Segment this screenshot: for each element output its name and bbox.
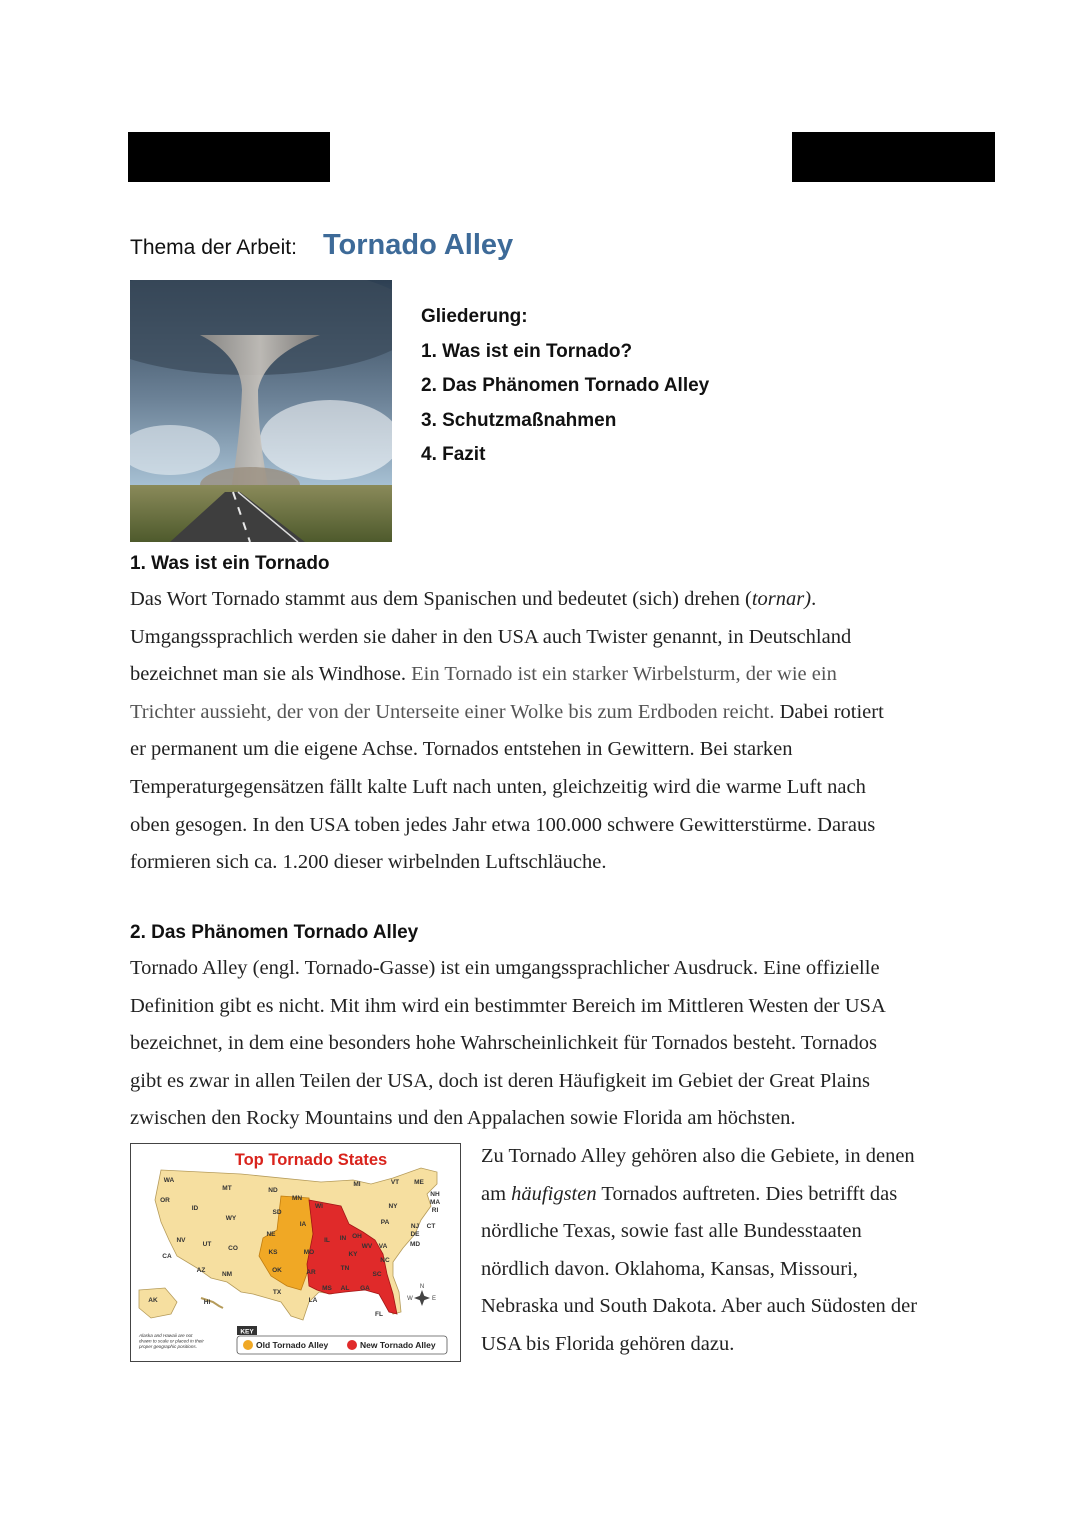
state-label-ct: CT — [426, 1223, 436, 1230]
text-line: Umgangssprachlich werden sie daher in den USA auch Twister genannt, in Deutschland — [130, 625, 852, 648]
compass-rose — [407, 1284, 436, 1306]
state-label-va: VA — [378, 1243, 388, 1250]
text-line: Trichter aussieht, der von der Unterseite einer Wolke bis zum Erdboden reicht. Dabei rotiert — [130, 700, 884, 723]
text-line: bezeichnet man sie als Windhose. Ein Tornado ist ein starker Wirbelsturm, der wie ein — [130, 663, 837, 686]
map-side-text — [481, 1138, 961, 1364]
outline-item: 2. Das Phänomen Tornado Alley — [421, 375, 710, 396]
state-label-vt: VT — [390, 1179, 400, 1186]
state-label-wv: WV — [361, 1243, 373, 1250]
state-label-id: ID — [191, 1205, 199, 1212]
text-line: nördliche Texas, sowie fast alle Bundesstaaten — [481, 1220, 862, 1243]
text-line: nördlich davon. Oklahoma, Kansas, Missouri, — [481, 1257, 858, 1280]
state-label-co: CO — [228, 1245, 238, 1252]
map-title: Top Tornado States — [234, 1151, 388, 1169]
section-1-body — [130, 581, 960, 882]
state-label-nd: ND — [268, 1187, 278, 1194]
outline — [421, 300, 709, 473]
state-label-fl: FL — [375, 1311, 383, 1318]
redacted-block-right — [792, 132, 995, 182]
compass-label: E — [431, 1296, 437, 1302]
outline-title: Gliederung: — [421, 306, 528, 327]
state-label-al: AL — [340, 1285, 350, 1292]
state-label-mo: MO — [303, 1249, 315, 1256]
state-label-ky: KY — [348, 1251, 358, 1258]
state-label-ca: CA — [162, 1253, 172, 1260]
state-label-ok: OK — [272, 1267, 282, 1274]
state-label-ga: GA — [360, 1285, 370, 1292]
state-label-nm: NM — [221, 1271, 233, 1278]
outline-item: 4. Fazit — [421, 444, 486, 465]
key-label: KEY — [240, 1328, 254, 1336]
state-label-in: IN — [339, 1235, 347, 1242]
state-label-tx: TX — [272, 1289, 282, 1296]
state-label-la: LA — [308, 1297, 318, 1304]
text-line: gibt es zwar in allen Teilen der USA, doch ist deren Häufigkeit im Gebiet der Great Plains — [130, 1069, 870, 1092]
alaska-shape — [139, 1288, 177, 1318]
topic-label: Thema der Arbeit: — [130, 236, 297, 259]
state-label-sc: SC — [372, 1271, 382, 1278]
state-label-nj: NJ — [410, 1223, 420, 1230]
state-label-ar: AR — [306, 1269, 316, 1276]
legend-old-swatch — [243, 1340, 253, 1350]
legend-new-label: New Tornado Alley — [360, 1340, 436, 1350]
compass-label: N — [419, 1284, 425, 1290]
text-line: Nebraska und South Dakota. Aber auch Südosten der — [481, 1295, 918, 1318]
state-label-mn: MN — [291, 1195, 303, 1202]
state-label-wi: WI — [315, 1203, 323, 1210]
text-line: Tornado Alley (engl. Tornado-Gasse) ist ein umgangssprachlicher Ausdruck. Eine offizielle — [130, 957, 880, 979]
state-label-ny: NY — [388, 1203, 398, 1210]
text-line: Temperaturgegensätzen fällt kalte Luft nach unten, gleichzeitig wird die warme Luft nach — [130, 775, 866, 798]
state-label-ks: KS — [268, 1249, 278, 1256]
state-label-pa: PA — [380, 1219, 390, 1226]
state-label-md: MD — [409, 1241, 421, 1248]
compass-label: W — [407, 1296, 413, 1302]
state-label-ut: UT — [202, 1241, 212, 1248]
text-line: am häufigsten Tornados auftreten. Dies betrifft das — [481, 1182, 898, 1205]
state-label-il: IL — [324, 1237, 330, 1244]
text-line: oben gesogen. In den USA toben jedes Jahr etwa 100.000 schwere Gewitterstürme. Daraus — [130, 813, 876, 836]
state-label-me: ME — [414, 1179, 424, 1186]
state-label-mi: MI — [353, 1181, 361, 1188]
state-label-hi: HI — [203, 1299, 211, 1306]
state-label-nc: NC — [380, 1257, 390, 1264]
outline-item: 3. Schutzmaßnahmen — [421, 409, 617, 431]
legend-new-swatch — [347, 1340, 357, 1350]
text-line: er permanent um die eigene Achse. Tornados entstehen in Gewittern. Bei starken — [130, 738, 793, 761]
map-note: Alaska and Hawaii are not drawn to scale or placed in their proper geographic positions. — [139, 1333, 204, 1349]
state-label-wa: WA — [163, 1177, 175, 1184]
state-label-ms: MS — [322, 1285, 332, 1292]
state-label-ia: IA — [299, 1221, 307, 1228]
tornado-photo — [130, 280, 392, 542]
legend-old-label: Old Tornado Alley — [256, 1340, 329, 1350]
section-2-body — [130, 950, 960, 1138]
text-line: bezeichnet, in dem eine besonders hohe Wahrscheinlichkeit für Tornados besteht. Tornados — [130, 1032, 877, 1055]
section-2-heading: 2. Das Phänomen Tornado Alley — [130, 922, 419, 943]
state-label-mt: MT — [222, 1185, 232, 1192]
state-label-ak: AK — [148, 1297, 158, 1304]
text-line: Das Wort Tornado stammt aus dem Spanischen und bedeutet (sich) drehen (tornar). — [130, 588, 817, 610]
state-label-oh: OH — [352, 1233, 362, 1240]
state-label-tn: TN — [340, 1265, 350, 1272]
state-label-ri: RI — [431, 1207, 439, 1214]
state-label-sd: SD — [272, 1209, 282, 1216]
section-1-heading: 1. Was ist ein Tornado — [130, 553, 330, 574]
state-label-ma: MA — [429, 1199, 441, 1206]
state-label-ne: NE — [266, 1231, 276, 1238]
text-line: Definition gibt es nicht. Mit ihm wird ein bestimmter Bereich im Mittleren Westen der USA — [130, 994, 886, 1017]
state-label-or: OR — [160, 1197, 170, 1204]
state-label-de: DE — [410, 1231, 420, 1238]
tornado-states-map — [130, 1143, 461, 1362]
redacted-block-left — [128, 132, 330, 182]
state-label-az: AZ — [196, 1267, 206, 1274]
state-label-wy: WY — [225, 1215, 237, 1222]
text-line: Zu Tornado Alley gehören also die Gebiete, in denen — [481, 1145, 915, 1167]
text-line: USA bis Florida gehören dazu. — [481, 1332, 735, 1355]
text-line: formieren sich ca. 1.200 dieser wirbelnden Luftschläuche. — [130, 851, 607, 874]
state-label-nh: NH — [430, 1191, 440, 1198]
outline-item: 1. Was ist ein Tornado? — [421, 340, 633, 362]
state-label-nv: NV — [176, 1237, 186, 1244]
topic-title: Tornado Alley — [323, 229, 514, 261]
text-line: zwischen den Rocky Mountains und den Appalachen sowie Florida am höchsten. — [130, 1107, 796, 1130]
